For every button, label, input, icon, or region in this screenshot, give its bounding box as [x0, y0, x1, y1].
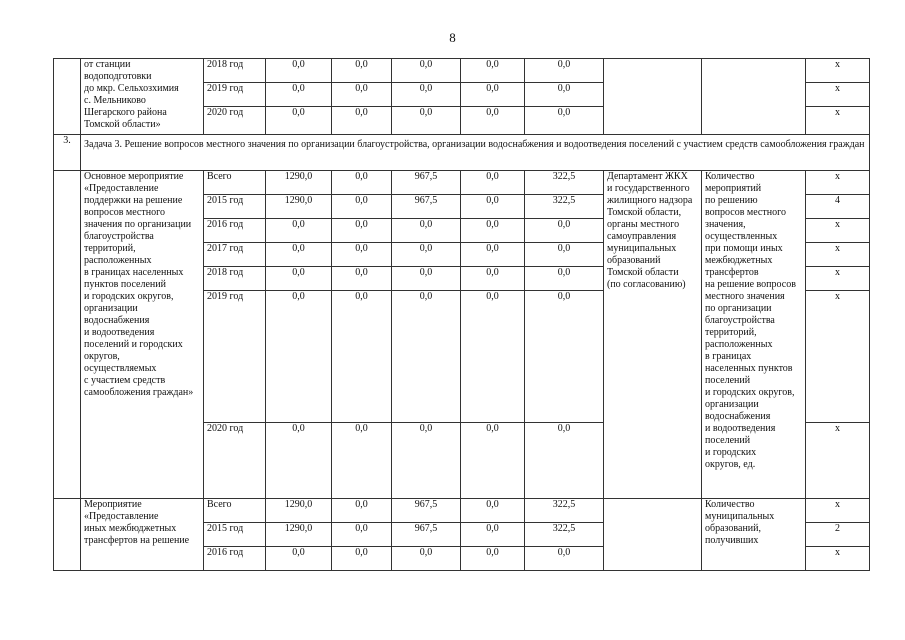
amount-cell: 0,0 [332, 171, 392, 195]
amount-cell: 0,0 [266, 423, 332, 499]
amount-cell: 322,5 [525, 523, 604, 547]
amount-cell: 0,0 [332, 267, 392, 291]
amount-cell: 0,0 [461, 243, 525, 267]
amount-cell: 0,0 [266, 59, 332, 83]
amount-cell: 0,0 [461, 219, 525, 243]
amount-cell: 0,0 [392, 291, 461, 423]
amount-cell: 1290,0 [266, 195, 332, 219]
amount-cell: 0,0 [332, 243, 392, 267]
amount-cell: 0,0 [525, 59, 604, 83]
amount-cell: 0,0 [266, 219, 332, 243]
amount-cell: 0,0 [461, 267, 525, 291]
year-cell: Всего [204, 499, 266, 523]
amount-cell: 0,0 [461, 291, 525, 423]
amount-cell: 0,0 [525, 547, 604, 571]
amount-cell: 0,0 [392, 547, 461, 571]
indicator-value-cell: х [806, 267, 870, 291]
year-cell: 2019 год [204, 83, 266, 107]
year-cell: 2015 год [204, 523, 266, 547]
amount-cell: 0,0 [461, 523, 525, 547]
amount-cell: 0,0 [266, 547, 332, 571]
amount-cell: 0,0 [266, 267, 332, 291]
indicator-value-cell: х [806, 547, 870, 571]
year-cell: 2018 год [204, 59, 266, 83]
amount-cell: 1290,0 [266, 171, 332, 195]
program-table [53, 58, 870, 571]
amount-cell: 967,5 [392, 171, 461, 195]
amount-cell: 0,0 [266, 107, 332, 135]
amount-cell: 967,5 [392, 499, 461, 523]
row-number-cell [54, 499, 81, 571]
indicator-value-cell: х [806, 291, 870, 423]
table-row [54, 171, 870, 195]
year-cell: 2017 год [204, 243, 266, 267]
amount-cell: 0,0 [525, 107, 604, 135]
year-cell: 2015 год [204, 195, 266, 219]
amount-cell: 0,0 [266, 291, 332, 423]
task-row [54, 135, 870, 171]
indicator-value-cell: 2 [806, 523, 870, 547]
amount-cell: 322,5 [525, 499, 604, 523]
amount-cell: 0,0 [266, 83, 332, 107]
amount-cell: 0,0 [525, 267, 604, 291]
amount-cell: 322,5 [525, 195, 604, 219]
indicator-value-cell: х [806, 171, 870, 195]
year-cell: 2016 год [204, 219, 266, 243]
amount-cell: 0,0 [525, 423, 604, 499]
year-cell: 2019 год [204, 291, 266, 423]
year-cell: 2020 год [204, 423, 266, 499]
amount-cell: 0,0 [525, 83, 604, 107]
amount-cell: 0,0 [332, 291, 392, 423]
task-title: Задача 3. Решение вопросов местного значения по организации благоустройства, организации водоснабжения и водоотведения поселений с участием средств самообложения граждан [81, 135, 870, 171]
amount-cell: 0,0 [332, 523, 392, 547]
amount-cell: 0,0 [332, 219, 392, 243]
indicator-cell [702, 59, 806, 135]
amount-cell: 0,0 [461, 499, 525, 523]
amount-cell: 0,0 [461, 195, 525, 219]
amount-cell: 0,0 [461, 59, 525, 83]
indicator-value-cell: х [806, 83, 870, 107]
indicator-value-cell: х [806, 243, 870, 267]
table-row [54, 59, 870, 83]
indicator-value-cell: х [806, 59, 870, 83]
amount-cell: 0,0 [525, 243, 604, 267]
amount-cell: 0,0 [461, 171, 525, 195]
amount-cell: 0,0 [392, 423, 461, 499]
amount-cell: 0,0 [332, 423, 392, 499]
year-cell: Всего [204, 171, 266, 195]
amount-cell: 0,0 [332, 83, 392, 107]
executor-cell [604, 59, 702, 135]
row-number-cell [54, 171, 81, 499]
amount-cell: 0,0 [332, 195, 392, 219]
indicator-value-cell: х [806, 219, 870, 243]
amount-cell: 0,0 [461, 83, 525, 107]
year-cell: 2018 год [204, 267, 266, 291]
amount-cell: 0,0 [461, 423, 525, 499]
indicator-value-cell: х [806, 107, 870, 135]
year-cell: 2020 год [204, 107, 266, 135]
amount-cell: 0,0 [392, 107, 461, 135]
amount-cell: 0,0 [332, 59, 392, 83]
indicator-value-cell: х [806, 423, 870, 499]
table-body [54, 59, 870, 571]
indicator-cell: Количество муниципальных образований, получивших [702, 499, 806, 571]
amount-cell: 1290,0 [266, 523, 332, 547]
page-number: 8 [449, 30, 456, 45]
row-number-cell [54, 59, 81, 135]
amount-cell: 0,0 [392, 59, 461, 83]
amount-cell: 0,0 [392, 219, 461, 243]
measure-description: Основное мероприятие «Предоставление поддержки на решение вопросов местного значения по организации благоустройства территорий, расположенных в границах населенных пунктов поселений и городских округов, организации водоснабжения и водоотведения поселений и городских округов, осуществляемых с участием средств самообложения граждан» [81, 171, 204, 499]
indicator-value-cell: 4 [806, 195, 870, 219]
task-number: 3. [54, 135, 81, 171]
amount-cell: 0,0 [392, 83, 461, 107]
amount-cell: 0,0 [525, 219, 604, 243]
measure-description: Мероприятие «Предоставление иных межбюджетных трансфертов на решение [81, 499, 204, 571]
amount-cell: 1290,0 [266, 499, 332, 523]
table-row [54, 499, 870, 523]
year-cell: 2016 год [204, 547, 266, 571]
amount-cell: 967,5 [392, 523, 461, 547]
amount-cell: 0,0 [332, 107, 392, 135]
executor-cell: Департамент ЖКХ и государственного жилищного надзора Томской области, органы местного самоуправления муниципальных образований Томской области (по согласованию) [604, 171, 702, 499]
measure-description: от станции водоподготовки до мкр. Сельхозхимия с. Мельниково Шегарского района Томской области» [81, 59, 204, 135]
amount-cell: 0,0 [461, 547, 525, 571]
amount-cell: 0,0 [525, 291, 604, 423]
amount-cell: 0,0 [392, 267, 461, 291]
amount-cell: 0,0 [332, 499, 392, 523]
amount-cell: 0,0 [332, 547, 392, 571]
amount-cell: 967,5 [392, 195, 461, 219]
indicator-cell: Количество мероприятий по решению вопросов местного значения, осуществленных при помощи иных межбюджетных трансфертов на решение вопросов местного значения по организации благоустройства территорий, расположенных в границах населенных пунктов поселений и городских округов, организации водоснабжения и водоотведения поселений и городских округов, ед. [702, 171, 806, 499]
indicator-value-cell: х [806, 499, 870, 523]
amount-cell: 0,0 [461, 107, 525, 135]
amount-cell: 322,5 [525, 171, 604, 195]
amount-cell: 0,0 [392, 243, 461, 267]
executor-cell [604, 499, 702, 571]
amount-cell: 0,0 [266, 243, 332, 267]
